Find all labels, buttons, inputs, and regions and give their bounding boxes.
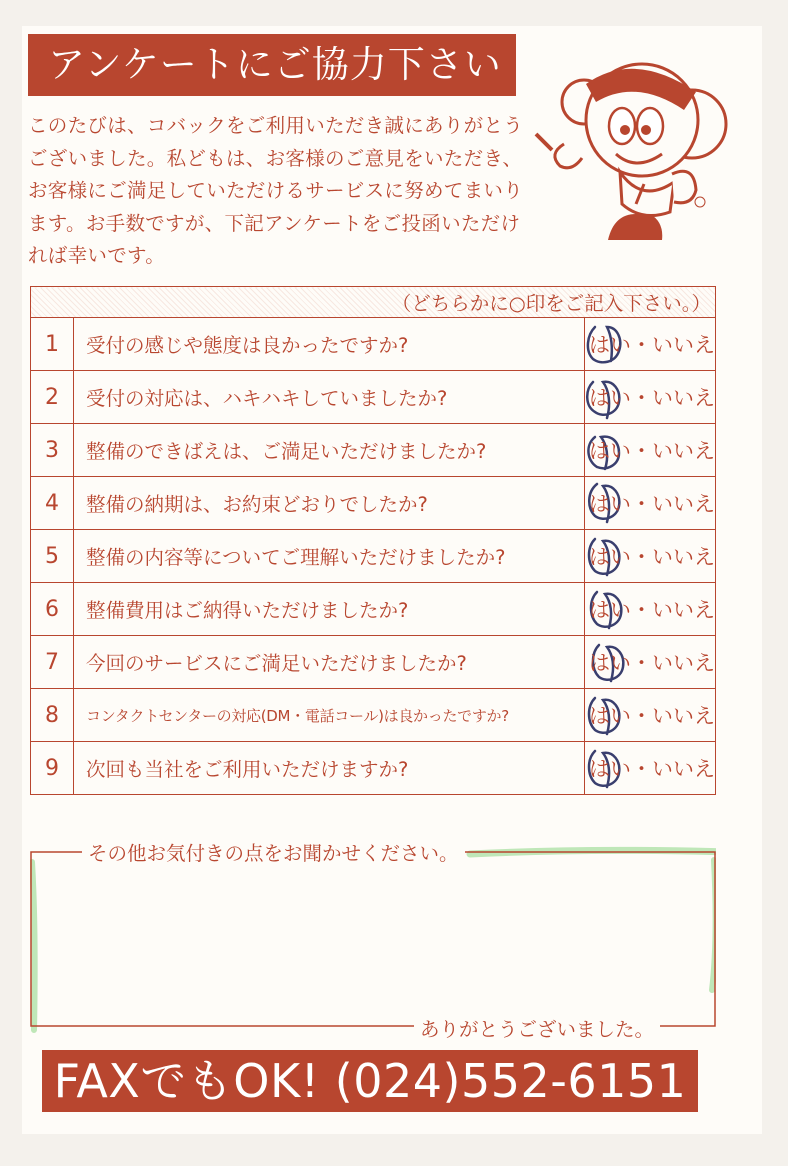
answer-choice[interactable] xyxy=(585,530,716,583)
answer-choice[interactable] xyxy=(585,742,716,795)
question-text: 受付の感じや態度は良かったですか? xyxy=(74,318,585,371)
question-text: 受付の対応は、ハキハキしていましたか? xyxy=(74,371,585,424)
question-number: 1 xyxy=(31,318,74,371)
answer-choice[interactable] xyxy=(585,424,716,477)
instruction-row xyxy=(31,287,716,318)
answer-choice[interactable] xyxy=(585,583,716,636)
answer-options: はい・いいえ xyxy=(589,439,715,463)
question-number: 4 xyxy=(31,477,74,530)
question-number: 3 xyxy=(31,424,74,477)
question-row xyxy=(31,318,716,371)
question-number: 7 xyxy=(31,636,74,689)
answer-choice[interactable] xyxy=(585,318,716,371)
question-row xyxy=(31,530,716,583)
intro-text: このたびは、コバックをご利用いただき誠にありがとうございました。私どもは、お客様のご意見をいただき、お客様にご満足していただけるサービスに努めてまいります。お手数ですが、下記アンケートをご投函いただければ幸いです。 xyxy=(28,114,524,267)
question-row xyxy=(31,424,716,477)
mascot-icon xyxy=(524,54,734,254)
comments-box[interactable] xyxy=(30,840,716,1041)
instruction-text: （どちらかに○印をご記入下さい。） xyxy=(31,287,716,318)
survey-table xyxy=(30,286,716,795)
question-text: コンタクトセンターの対応(DM・電話コール)は良かったですか? xyxy=(74,689,585,742)
question-row xyxy=(31,689,716,742)
question-row xyxy=(31,371,716,424)
question-number: 9 xyxy=(31,742,74,795)
answer-choice[interactable] xyxy=(585,477,716,530)
question-text: 整備の納期は、お約束どおりでしたか? xyxy=(74,477,585,530)
answer-choice[interactable] xyxy=(585,636,716,689)
question-text: 整備のできばえは、ご満足いただけましたか? xyxy=(74,424,585,477)
answer-options: はい・いいえ xyxy=(589,704,715,728)
answer-options: はい・いいえ xyxy=(589,651,715,675)
answer-options: はい・いいえ xyxy=(589,492,715,516)
answer-choice[interactable] xyxy=(585,371,716,424)
question-text: 今回のサービスにご満足いただけましたか? xyxy=(74,636,585,689)
question-row xyxy=(31,477,716,530)
thanks-text: ありがとうございました。 xyxy=(414,1014,660,1042)
answer-options: はい・いいえ xyxy=(589,545,715,569)
question-row xyxy=(31,742,716,795)
answer-options: はい・いいえ xyxy=(589,757,715,781)
answer-choice[interactable] xyxy=(585,689,716,742)
answer-options: はい・いいえ xyxy=(589,386,715,410)
question-number: 5 xyxy=(31,530,74,583)
question-row xyxy=(31,583,716,636)
question-number: 2 xyxy=(31,371,74,424)
question-number: 8 xyxy=(31,689,74,742)
survey-title: アンケートにご協力下さい xyxy=(28,34,516,96)
comments-frame xyxy=(30,840,716,1036)
question-text: 整備の内容等についてご理解いただけましたか? xyxy=(74,530,585,583)
fax-banner: FAXでもOK! (024)552-6151 xyxy=(42,1050,698,1112)
question-row xyxy=(31,636,716,689)
question-number: 6 xyxy=(31,583,74,636)
question-text: 整備費用はご納得いただけましたか? xyxy=(74,583,585,636)
answer-options: はい・いいえ xyxy=(589,333,715,357)
comments-label: その他お気付きの点をお聞かせください。 xyxy=(82,838,465,866)
answer-options: はい・いいえ xyxy=(589,598,715,622)
question-text: 次回も当社をご利用いただけますか? xyxy=(74,742,585,795)
